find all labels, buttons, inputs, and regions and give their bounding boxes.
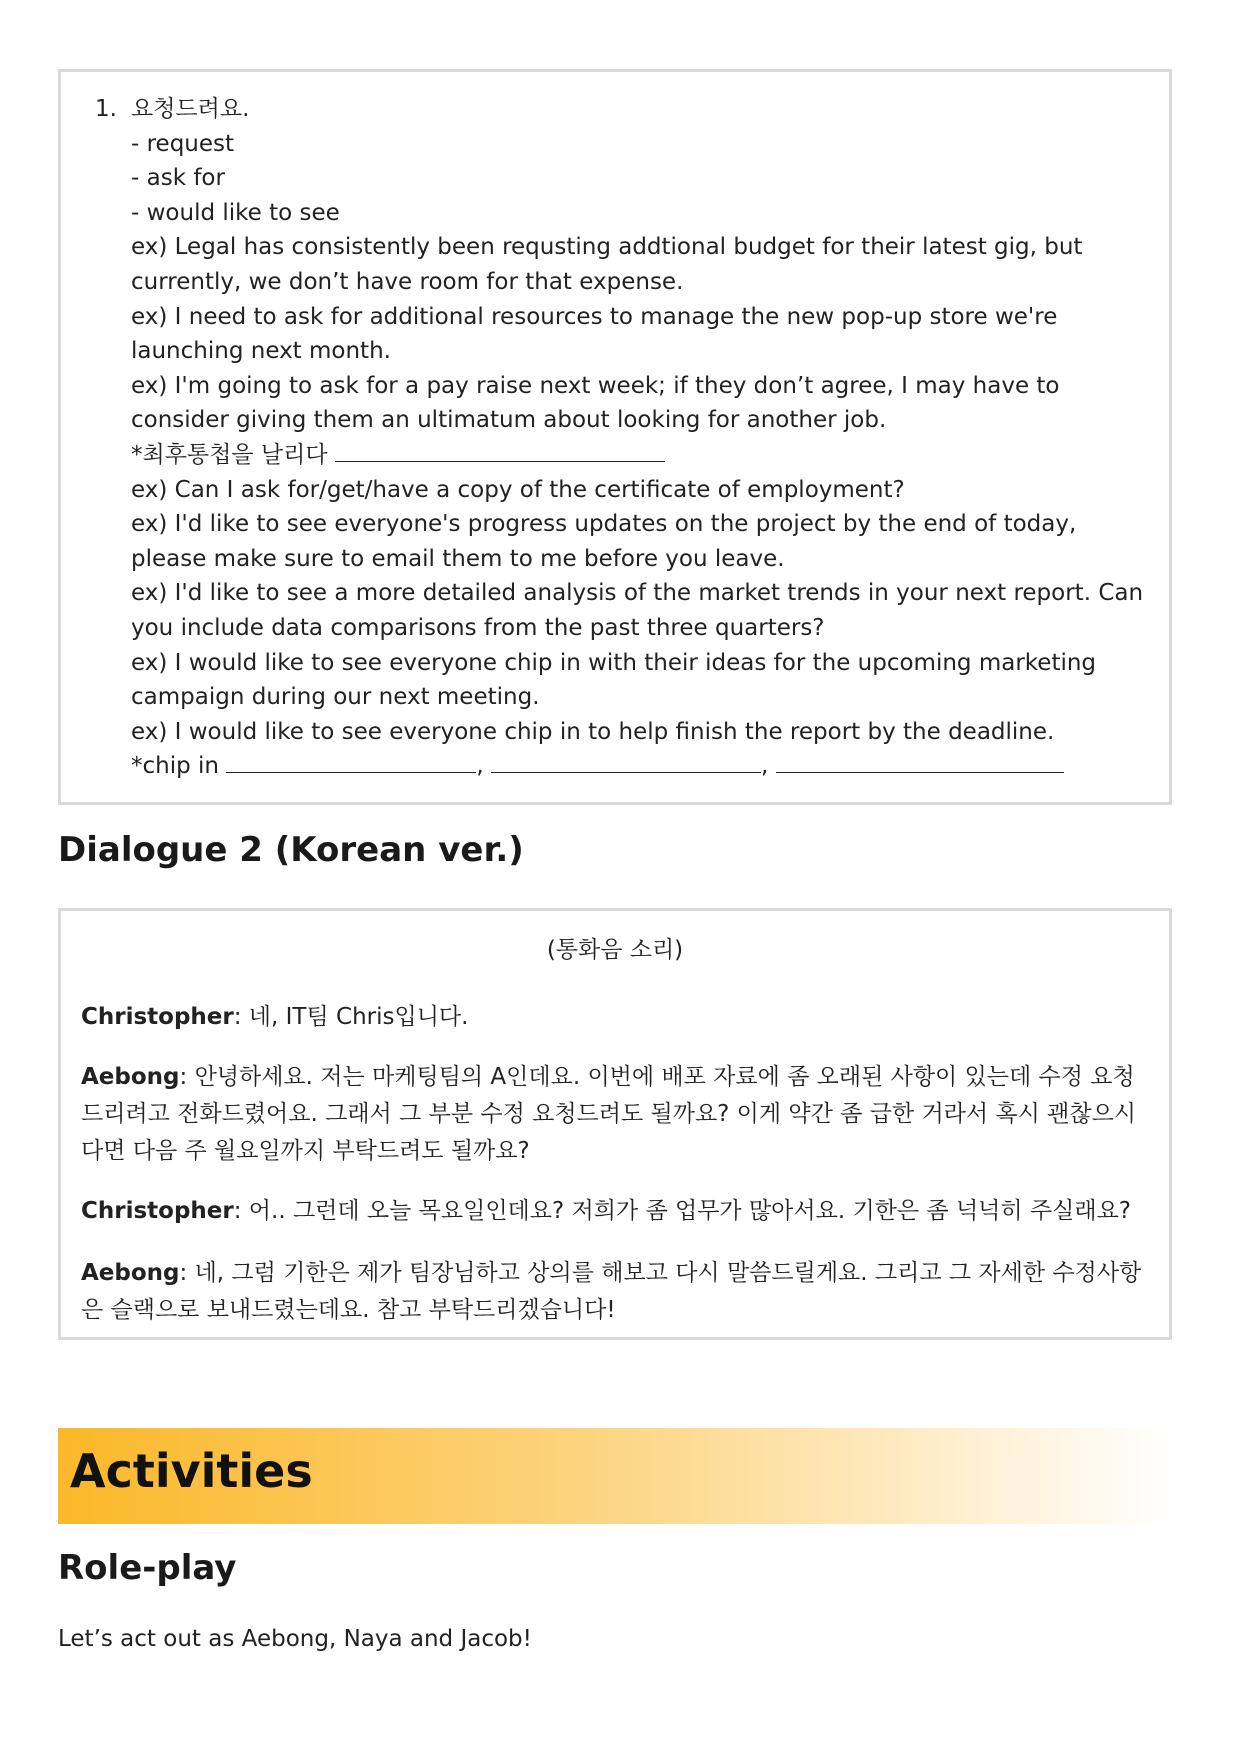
dialogue-box: [58, 908, 1172, 1340]
activities-title: Activities: [70, 1444, 313, 1498]
fill-in-blank[interactable]: [226, 750, 476, 773]
vocab-synonym: - would like to see: [131, 199, 340, 226]
vocab-example: ex) Can I ask for/get/have a copy of the certificate of employment?: [131, 476, 905, 503]
vocab-example: ex) I need to ask for additional resources to manage the new pop-up store we're launching next month.: [131, 303, 1058, 365]
fill-in-blank[interactable]: [776, 750, 1064, 773]
vocab-example: ex) I'd like to see everyone's progress updates on the project by the end of today, please make sure to email them to me before you leave.: [131, 511, 1077, 572]
speaker-name: Christopher: [81, 1198, 234, 1224]
fill-in-blank[interactable]: [335, 439, 665, 462]
fill-in-blank[interactable]: [491, 750, 761, 773]
vocabulary-list: [95, 92, 1149, 784]
vocab-note: [131, 438, 1149, 473]
vocabulary-box: [58, 69, 1172, 805]
vocab-example: ex) I would like to see everyone chip in to help finish the report by the deadline.: [131, 718, 1055, 745]
vocab-synonym: - request: [131, 130, 235, 157]
dialogue-text: : 안녕하세요. 저는 마케팅팀의 A인데요. 이번에 배포 자료에 좀 오래된 사항이 있는데 수정 요청드리려고 전화드렸어요. 그래서 그 부분 수정 요청드려도 될까요? 이게 약간 좀 급한 거라서 혹시 괜찮으시다면 다음 주 월요일까지 부탁드려도 될까요?: [81, 1064, 1137, 1164]
vocab-synonym: - ask for: [131, 165, 225, 192]
activities-banner: [58, 1428, 1172, 1524]
dialogue-title: Dialogue 2 (Korean ver.): [58, 830, 524, 870]
blank-separator: ,: [760, 753, 769, 780]
vocab-note-label: *최후통첩을 날리다: [131, 441, 328, 468]
list-number: 1.: [95, 96, 117, 122]
vocab-term: 요청드려요.: [131, 96, 250, 122]
dialogue-line: [81, 999, 1149, 1036]
dialogue-text: : 네, IT팀 Chris입니다.: [233, 1004, 469, 1030]
vocab-example: ex) I'm going to ask for a pay raise next week; if they don’t agree, I may have to consider giving them an ultimatum about looking for another job.: [131, 372, 1060, 434]
dialogue-text: : 네, 그럼 기한은 제가 팀장님하고 상의를 해보고 다시 말씀드릴게요. 그리고 그 자세한 수정사항은 슬랙으로 보내드렸는데요. 참고 부탁드리겠습니다!: [81, 1260, 1142, 1323]
vocab-example: ex) I would like to see everyone chip in with their ideas for the upcoming marketing campaign during our next meeting.: [131, 649, 1097, 711]
blank-separator: ,: [476, 753, 484, 780]
vocab-example: ex) Legal has consistently been requsting addtional budget for their latest gig, but currently, we don’t have room for that expense.: [131, 234, 1083, 295]
vocab-note: [131, 749, 1149, 784]
roleplay-title: Role-play: [58, 1548, 237, 1588]
dialogue-text: : 어.. 그런데 오늘 목요일인데요? 저희가 좀 업무가 많아서요. 기한은 좀 넉넉히 주실래요?: [233, 1198, 1131, 1224]
roleplay-instructions: Let’s act out as Aebong, Naya and Jacob!: [58, 1626, 532, 1652]
dialogue-line: [81, 1255, 1149, 1329]
dialogue-heading: (통화음 소리): [546, 937, 684, 963]
speaker-name: Christopher: [81, 1004, 234, 1030]
dialogue-line: [81, 1059, 1149, 1170]
speaker-name: Aebong: [81, 1064, 180, 1090]
vocab-note-label: *chip in: [131, 753, 219, 780]
vocab-example: ex) I'd like to see a more detailed analysis of the market trends in your next report. Can you include data comparisons from the past three quarters?: [131, 580, 1144, 641]
dialogue-line: [81, 1193, 1149, 1230]
speaker-name: Aebong: [81, 1260, 180, 1286]
